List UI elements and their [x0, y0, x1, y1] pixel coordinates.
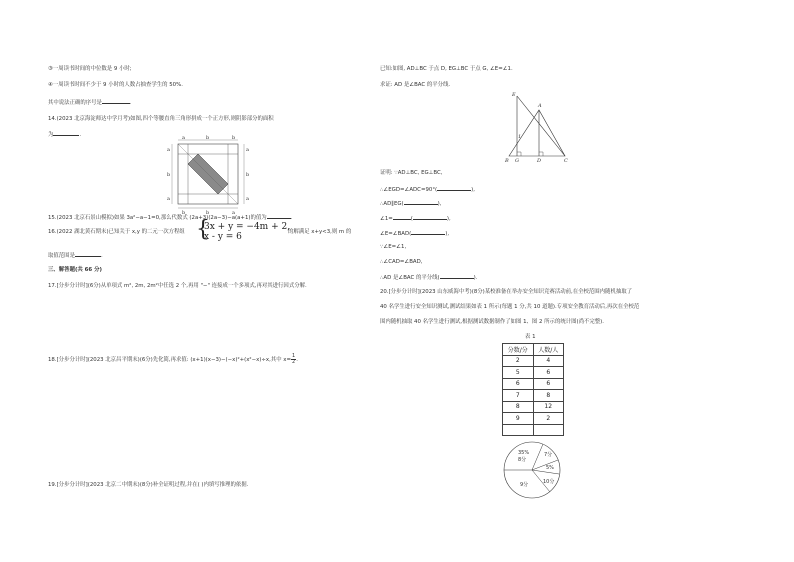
cell: 12 [533, 401, 564, 413]
prove-statement: 求证: AD 是∠BAC 的平分线. [380, 82, 451, 88]
reason-blank[interactable] [411, 229, 445, 235]
header-score: 分数/分 [503, 344, 534, 356]
dim-label: b [182, 210, 186, 216]
equation-2: x - y = 6 [204, 232, 242, 242]
table-header-row [503, 344, 564, 356]
statement-3: ③一周读书时间的中位数是 9 小时; [48, 66, 132, 72]
dim-label: b [206, 210, 210, 216]
table-row [503, 413, 564, 425]
section-3-heading: 三、解答题(共 66 分) [48, 267, 102, 273]
statement-4: ④一周读书时间不少于 9 小时的人数占抽查学生的 50%. [48, 82, 183, 88]
proof-step-6: ∵∠E=∠1, [380, 244, 407, 250]
question-19: 19.[分步分计时](2023 北京二中期末)(8分)补全证明过程,并在( )内填写推理的依据. [48, 482, 249, 488]
cell: 2 [503, 355, 534, 367]
pie-label: 9分 [520, 482, 529, 488]
table-row [503, 367, 564, 379]
answer-line: 其中说法正确的序号是 . [48, 100, 132, 106]
dim-label: a [182, 135, 185, 141]
dim-label: b [246, 172, 250, 178]
q14-blank[interactable] [53, 130, 79, 136]
table-row [503, 401, 564, 413]
question-14-tail: 为 . [48, 132, 82, 138]
cell: 7 [503, 390, 534, 402]
question-20-line-3: 围内随机抽取 40 名学生进行测试,根据测试数据制作了如图 1、图 2 所示的统计图(尚不完整). [380, 319, 604, 325]
question-16: 16.(2022 湖北黄石期末)已知关于 x,y 的二元一次方程组 [48, 229, 185, 235]
q16-blank[interactable] [75, 251, 101, 257]
triangle-abc [509, 110, 565, 156]
header-count: 人数/人 [533, 344, 564, 356]
fill-blank[interactable] [393, 214, 411, 220]
point-label-b: B [505, 158, 509, 164]
table-row [503, 355, 564, 367]
proof-step-4: ∠1= ( ), [380, 216, 451, 222]
question-16-cond: 的解满足 x+y<3,则 m 的 [288, 229, 352, 235]
point-label-c: C [564, 158, 568, 164]
proof-text: ∴∠EGD=∠ADC=90° [380, 187, 436, 193]
frac-num: 1 [292, 353, 296, 359]
cell: 6 [503, 378, 534, 390]
dim-label: a [246, 147, 249, 153]
point-label-g: G [515, 158, 519, 164]
cell [533, 424, 564, 436]
point-label-d: D [537, 158, 542, 164]
frac-den: 2 [292, 359, 296, 365]
reason-blank[interactable] [404, 199, 438, 205]
question-20-line-1: 20.[分步分计时](2023 山东威海中考)(8分)某校准备在举办安全知识竞赛活动前,在全校范围内随机抽取了 [380, 289, 633, 295]
dim-label: b [206, 135, 210, 141]
question-14: 14.(2023 北京海淀师达中学月考)如图,四个等腰直角三角形拼成一个正方形,则阴影部分的面积 [48, 116, 274, 122]
cell: 9 [503, 413, 534, 425]
cell: 4 [533, 355, 564, 367]
q15-text: 15.(2023 北京石景山模拟)如果 3a²−a−1=0,那么代数式 (2a+3)(2a−3)−a(a+1)的值为 [48, 215, 267, 221]
pie-label: 35% [518, 450, 530, 456]
proof-step-5: ∠E=∠BAD( ), [380, 231, 450, 237]
question-20-line-2: 40 名学生进行安全知识测试,测试结果如表 1 所示(每题 1 分,共 10 道题).专项安全教育活动后,再次在全校范 [380, 304, 640, 310]
proof-step-7: ∴∠CAD=∠BAD, [380, 259, 423, 265]
proof-step-3: ∴AD∥EG( ), [380, 201, 442, 207]
proof-text: ∠E=∠BAD [380, 231, 410, 237]
diagonal [178, 144, 238, 204]
cell: 8 [533, 390, 564, 402]
triangle-figure [505, 90, 568, 164]
cell [503, 424, 534, 436]
reason-blank[interactable] [413, 214, 447, 220]
dim-label: b [167, 172, 171, 178]
fraction-one-half [291, 354, 296, 365]
pie-divider [532, 460, 558, 470]
cell: 5 [503, 367, 534, 379]
q14-prompt: 为 [48, 132, 54, 138]
table-row [503, 378, 564, 390]
proof-text: ∠1= [380, 216, 393, 222]
proof-step-1: 证明: ∵AD⊥BC, EG⊥BC, [380, 170, 443, 176]
system-brace: { [196, 217, 210, 242]
pie-label: 8分 [518, 457, 527, 463]
q18-text: 18.[分步分计时](2023 北京昌平期末)(6分)先化简,再求值: (x+1)(x−3)−(−x)²+(x²−x)÷x,其中 x= [48, 357, 292, 363]
dim-label: a [167, 147, 170, 153]
point-label-e: E [512, 92, 516, 98]
dim-label: a [232, 210, 235, 216]
cell: 8 [503, 401, 534, 413]
reason-blank[interactable] [440, 273, 474, 279]
proof-step-8: ∴AD 是∠BAC 的平分线( ). [380, 275, 478, 281]
table-row [503, 390, 564, 402]
point-label-a: A [538, 103, 542, 109]
cell: 2 [533, 413, 564, 425]
pie-divider [532, 444, 543, 470]
equation-1: 3x + y = −4m + 2, [204, 222, 291, 232]
proof-step-2: ∴∠EGD=∠ADC=90°( ), [380, 187, 475, 193]
q15-blank[interactable] [267, 213, 291, 219]
question-17: 17.[分步分计时](6分)从单项式 m², 2m, 2m²中任选 2 个,再用 "−" 连接成一个多项式,再对其进行因式分解. [48, 283, 307, 289]
pie-label: 5% [546, 465, 554, 471]
question-15: 15.(2023 北京石景山模拟)如果 3a²−a−1=0,那么代数式 (2a+3)(2a−3)−a(a+1)的值为 . [48, 215, 293, 221]
cell: 6 [533, 367, 564, 379]
dim-label: a [167, 196, 170, 202]
question-18: 18.[分步分计时](2023 北京昌平期末)(6分)先化简,再求值: (x+1)(x−3)−(−x)²+(x²−x)÷x,其中 x= $\frac{1}{2}$ . [48, 353, 298, 365]
table-title: 表 1 [525, 334, 536, 340]
proof-text: ∴AD∥EG [380, 201, 402, 207]
given-statement: 已知:如图, AD⊥BC 于点 D, EG⊥BC 于点 G, ∠E=∠1. [380, 66, 513, 72]
dim-label: b [232, 135, 236, 141]
pie-label: 7分 [544, 452, 553, 458]
figure-14-square [167, 135, 250, 216]
answer-prompt: 其中说法正确的序号是 [48, 100, 102, 106]
dim-label: a [246, 196, 249, 202]
question-16-tail: 取值范围是 . [48, 253, 103, 259]
proof-text: ∴AD 是∠BAC 的平分线 [380, 275, 438, 281]
score-table [502, 343, 564, 436]
q16-prompt: 取值范围是 [48, 253, 75, 259]
reason-blank[interactable] [437, 185, 471, 191]
cell: 6 [533, 378, 564, 390]
right-angle-d [539, 152, 543, 156]
right-angle-g [517, 152, 521, 156]
pie-chart [502, 440, 562, 500]
answer-blank[interactable] [102, 98, 130, 104]
table-row [503, 424, 564, 436]
pie-label: 10分 [543, 479, 555, 485]
angle-label-1: 1 [518, 134, 522, 140]
